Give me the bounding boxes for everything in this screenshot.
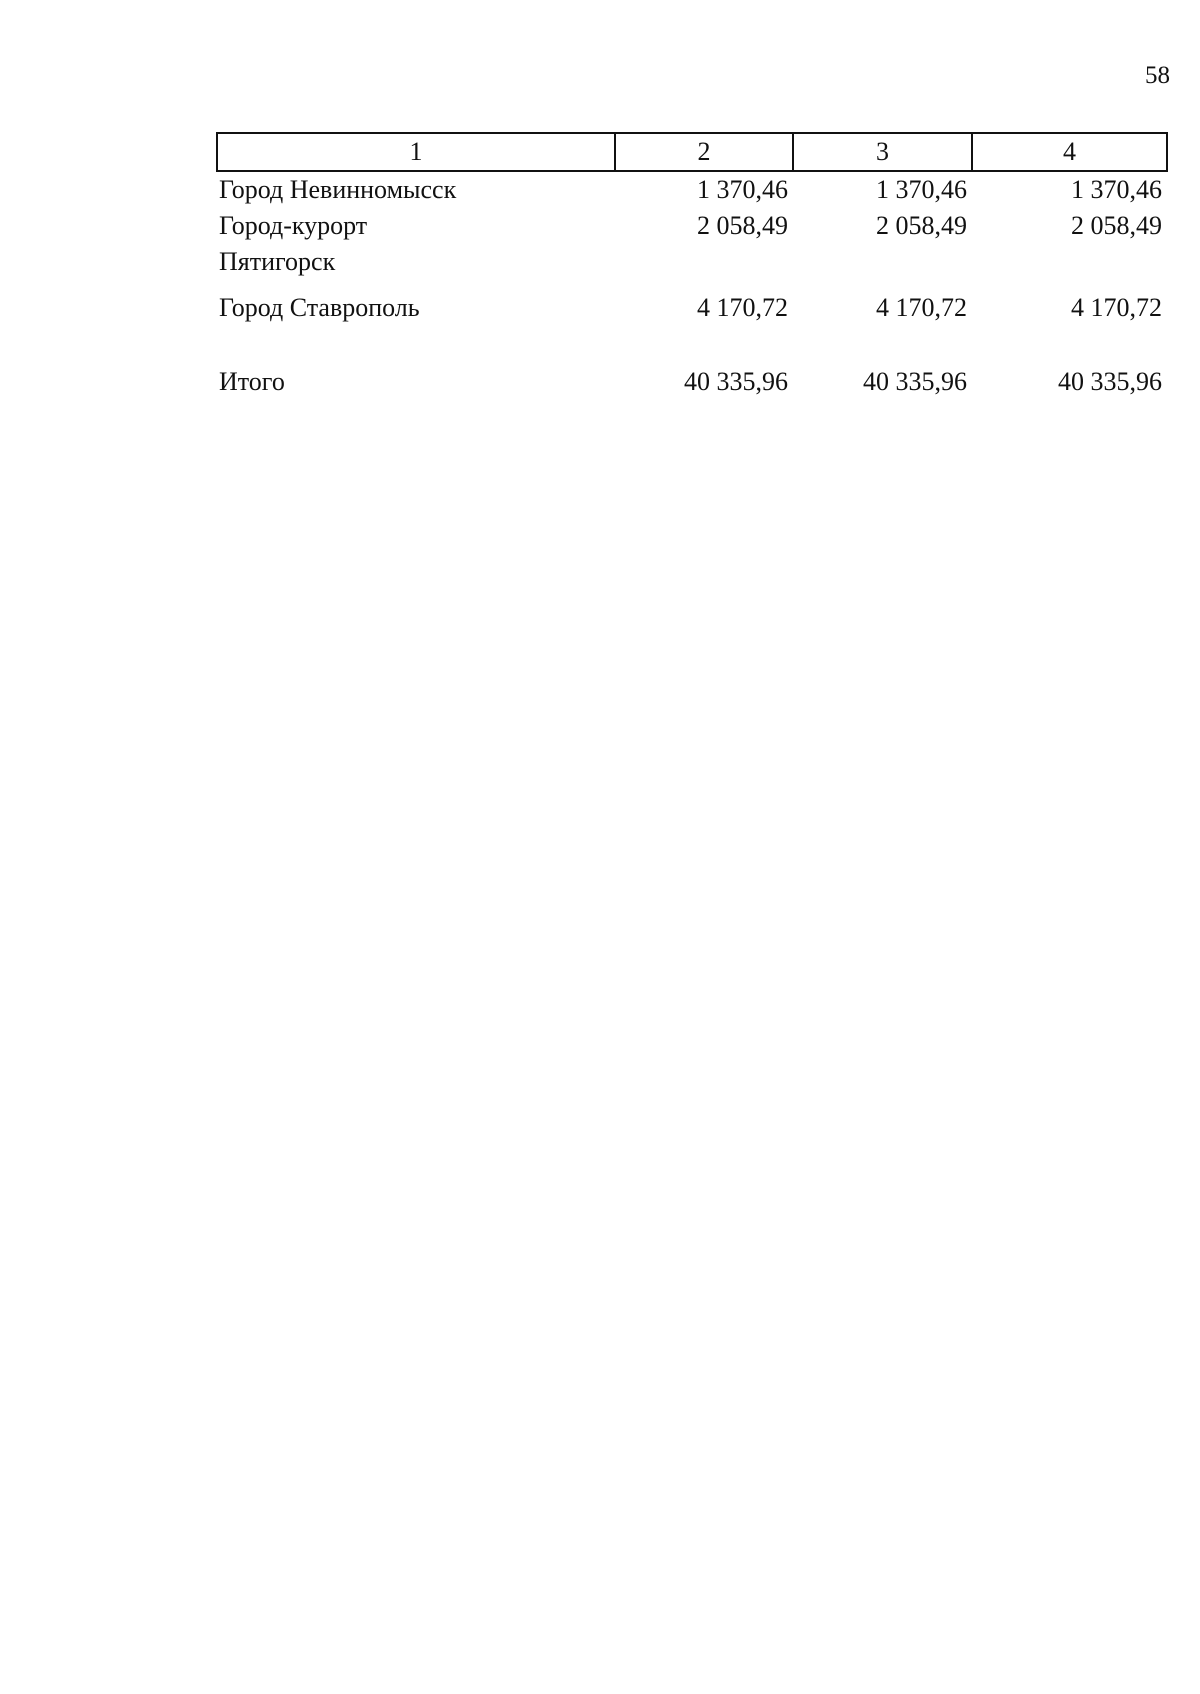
value-cell: 1 370,46	[1071, 175, 1162, 204]
table-body	[217, 171, 1167, 400]
table-row	[217, 171, 1167, 208]
total-label: Итого	[219, 367, 285, 396]
spacer-row	[217, 326, 1167, 364]
total-value: 40 335,96	[684, 367, 788, 396]
row-name-cell: Город Невинномысск	[219, 175, 457, 204]
value-cell: 2 058,49	[1071, 211, 1162, 240]
spacer-cell	[217, 326, 1167, 364]
column-header-2: 2	[615, 133, 793, 171]
header-row	[217, 133, 1167, 171]
data-table-container	[216, 132, 1166, 400]
row-name-text: Город-курорт Пятигорск	[219, 211, 368, 276]
value-cell: 1 370,46	[876, 175, 967, 204]
table-header	[217, 133, 1167, 171]
value-cell: 4 170,72	[1071, 293, 1162, 322]
table-row	[217, 208, 1167, 290]
value-cell: 1 370,46	[697, 175, 788, 204]
total-row	[217, 364, 1167, 400]
value-cell: 2 058,49	[697, 211, 788, 240]
row-name-cell: Город Ставрополь	[219, 293, 420, 322]
value-cell: 2 058,49	[876, 211, 967, 240]
page-number: 58	[1145, 62, 1170, 89]
data-table	[216, 132, 1168, 400]
column-header-3: 3	[793, 133, 972, 171]
value-cell: 4 170,72	[697, 293, 788, 322]
column-header-4: 4	[972, 133, 1167, 171]
total-value: 40 335,96	[863, 367, 967, 396]
row-name-cell	[217, 208, 615, 290]
total-value: 40 335,96	[1058, 367, 1162, 396]
column-header-1: 1	[217, 133, 615, 171]
value-cell: 4 170,72	[876, 293, 967, 322]
table-row	[217, 290, 1167, 326]
